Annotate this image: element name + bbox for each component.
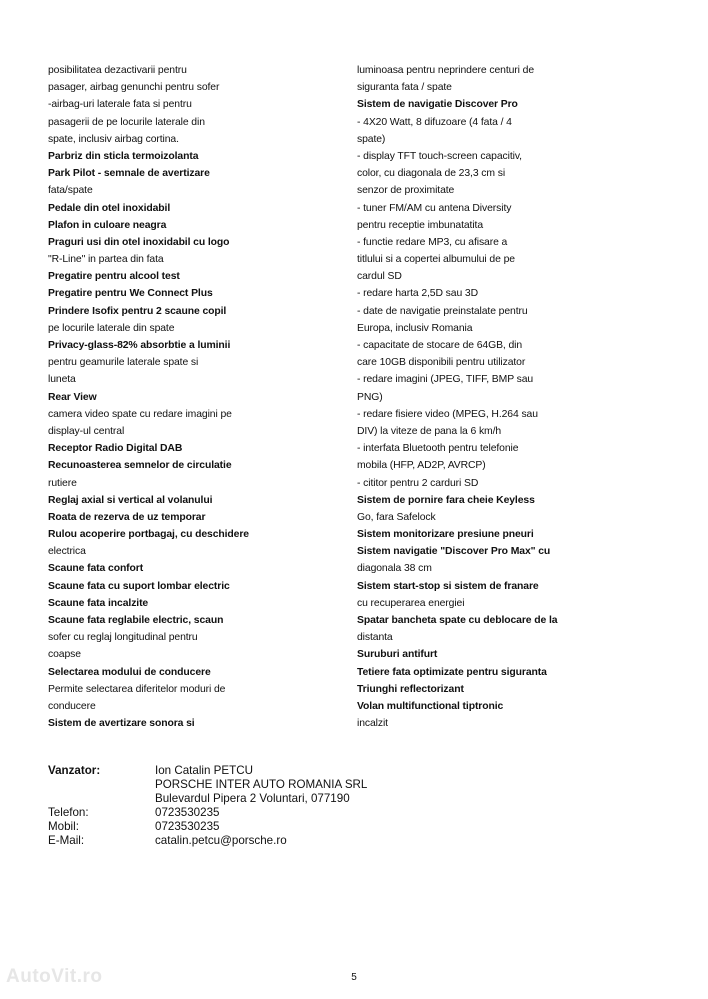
left-line-heading: Plafon in culoare neagra <box>48 219 167 231</box>
left-line-heading: Praguri usi din otel inoxidabil cu logo <box>48 236 230 248</box>
left-line-heading: Prindere Isofix pentru 2 scaune copil <box>48 305 227 317</box>
right-line-text: color, cu diagonala de 23,3 cm si <box>357 168 506 180</box>
right-line-heading: Spatar bancheta spate cu deblocare de la <box>357 615 558 626</box>
phone-label: Telefon: <box>48 806 89 819</box>
left-line-text: display-ul central <box>48 425 125 437</box>
left-line-text: pasagerii de pe locurile laterale din <box>48 116 205 128</box>
left-line-heading: Scaune fata reglabile electric, scaun <box>48 615 224 626</box>
right-line-text: Europa, inclusiv Romania <box>357 322 473 334</box>
seller-address-row <box>48 792 408 806</box>
right-line-text: diagonala 38 cm <box>357 563 432 575</box>
right-line-text: - functie redare MP3, cu afisare a <box>357 236 508 248</box>
left-line-text: posibilitatea dezactivarii pentru <box>48 65 187 76</box>
watermark-logo: AutoVit.ro <box>6 966 103 987</box>
right-line-text: Go, fara Safelock <box>357 511 436 523</box>
left-line-heading: Selectarea modului de conducere <box>48 666 211 678</box>
seller-company: PORSCHE INTER AUTO ROMANIA SRL <box>155 778 368 791</box>
right-line-heading: Sistem de pornire fara cheie Keyless <box>357 494 535 506</box>
right-line-text: - capacitate de stocare de 64GB, din <box>357 340 523 351</box>
left-line-text: luneta <box>48 374 76 386</box>
left-line-text: pentru geamurile laterale spate si <box>48 357 199 369</box>
right-line-text: luminoasa pentru neprindere centuri de <box>357 65 534 76</box>
left-line-heading: Receptor Radio Digital DAB <box>48 443 183 455</box>
seller-row <box>48 764 408 778</box>
left-line-text: coapse <box>48 649 81 661</box>
right-line-text: cu recuperarea energiei <box>357 597 465 609</box>
right-line-text: pentru receptie imbunatatita <box>357 219 484 231</box>
left-line-text: conducere <box>48 700 96 712</box>
right-line-text: care 10GB disponibili pentru utilizator <box>357 357 526 369</box>
seller-label: Vanzator: <box>48 764 101 777</box>
right-line-text: incalzit <box>357 718 388 730</box>
left-line-text: camera video spate cu redare imagini pe <box>48 408 232 420</box>
right-line-text: siguranta fata / spate <box>357 82 452 94</box>
right-line-text: mobila (HFP, AD2P, AVRCP) <box>357 460 486 472</box>
seller-company-row <box>48 778 408 792</box>
left-line-text: sofer cu reglaj longitudinal pentru <box>48 632 198 644</box>
right-line-text: spate) <box>357 133 386 145</box>
left-line-heading: Pregatire pentru We Connect Plus <box>48 288 213 300</box>
left-line-heading: Privacy-glass-82% absorbtie a luminii <box>48 340 231 351</box>
left-line-heading: Scaune fata confort <box>48 563 144 575</box>
left-column <box>48 62 338 732</box>
right-line-text: titlului si a copertei albumului de pe <box>357 254 515 266</box>
left-line-heading: Reglaj axial si vertical al volanului <box>48 494 213 506</box>
right-line-text: - cititor pentru 2 carduri SD <box>357 477 479 489</box>
left-line-text: Permite selectarea diferitelor moduri de <box>48 683 226 695</box>
right-line-heading: Sistem start-stop si sistem de franare <box>357 580 539 592</box>
right-line-heading: Sistem de navigatie Discover Pro <box>357 99 518 111</box>
right-line-heading: Volan multifunctional tiptronic <box>357 700 504 712</box>
right-line-text: - redare fisiere video (MPEG, H.264 sau <box>357 408 538 420</box>
left-line-heading: Rear View <box>48 391 97 403</box>
email-label: E-Mail: <box>48 834 85 847</box>
seller-block <box>48 764 408 848</box>
right-line-heading: Suruburi antifurt <box>357 649 438 661</box>
left-line-text: fata/spate <box>48 185 93 197</box>
right-line-text: - 4X20 Watt, 8 difuzoare (4 fata / 4 <box>357 116 512 128</box>
right-line-heading: Sistem monitorizare presiune pneuri <box>357 529 534 541</box>
left-line-heading: Park Pilot - semnale de avertizare <box>48 168 210 180</box>
right-line-text: - redare harta 2,5D sau 3D <box>357 288 478 300</box>
right-line-text: - display TFT touch-screen capacitiv, <box>357 150 522 162</box>
left-line-text: electrica <box>48 546 86 558</box>
right-line-heading: Tetiere fata optimizate pentru siguranta <box>357 666 547 678</box>
left-line-heading: Recunoasterea semnelor de circulatie <box>48 460 232 472</box>
left-line-text: spate, inclusiv airbag cortina. <box>48 133 179 145</box>
right-line-text: - redare imagini (JPEG, TIFF, BMP sau <box>357 374 534 386</box>
right-line-text: senzor de proximitate <box>357 185 455 197</box>
right-line-text: distanta <box>357 632 393 644</box>
left-line-heading: Rulou acoperire portbagaj, cu deschidere <box>48 529 249 541</box>
left-line-text: pe locurile laterale din spate <box>48 322 175 334</box>
page-number: 5 <box>351 972 357 983</box>
left-line-heading: Scaune fata cu suport lombar electric <box>48 580 230 592</box>
right-line-text: - tuner FM/AM cu antena Diversity <box>357 202 512 214</box>
right-column <box>357 62 667 732</box>
left-line-heading: Pregatire pentru alcool test <box>48 271 180 283</box>
mobile-value: 0723530235 <box>155 820 220 833</box>
seller-address: Bulevardul Pipera 2 Voluntari, 077190 <box>155 792 350 805</box>
left-line-text: -airbag-uri laterale fata si pentru <box>48 99 192 111</box>
left-line-text: pasager, airbag genunchi pentru sofer <box>48 82 220 94</box>
left-line-heading: Parbriz din sticla termoizolanta <box>48 150 199 162</box>
mobile-row <box>48 820 408 834</box>
left-line-text: "R-Line" in partea din fata <box>48 254 164 266</box>
mobile-label: Mobil: <box>48 820 79 833</box>
right-line-text: DIV) la viteze de pana la 6 km/h <box>357 425 502 437</box>
left-line-heading: Sistem de avertizare sonora si <box>48 718 195 730</box>
email-value: catalin.petcu@porsche.ro <box>155 834 287 847</box>
seller-name: Ion Catalin PETCU <box>155 764 253 777</box>
right-line-text: - date de navigatie preinstalate pentru <box>357 305 528 317</box>
left-line-heading: Scaune fata incalzite <box>48 597 149 609</box>
phone-row <box>48 806 408 820</box>
right-line-text: - interfata Bluetooth pentru telefonie <box>357 443 519 455</box>
email-row <box>48 834 408 848</box>
left-line-heading: Roata de rezerva de uz temporar <box>48 511 206 523</box>
left-line-heading: Pedale din otel inoxidabil <box>48 202 171 214</box>
right-line-text: cardul SD <box>357 271 402 283</box>
right-line-text: PNG) <box>357 391 383 403</box>
right-line-heading: Sistem navigatie "Discover Pro Max" cu <box>357 546 551 558</box>
phone-value: 0723530235 <box>155 806 220 819</box>
right-line-heading: Triunghi reflectorizant <box>357 683 464 695</box>
left-line-text: rutiere <box>48 477 77 489</box>
